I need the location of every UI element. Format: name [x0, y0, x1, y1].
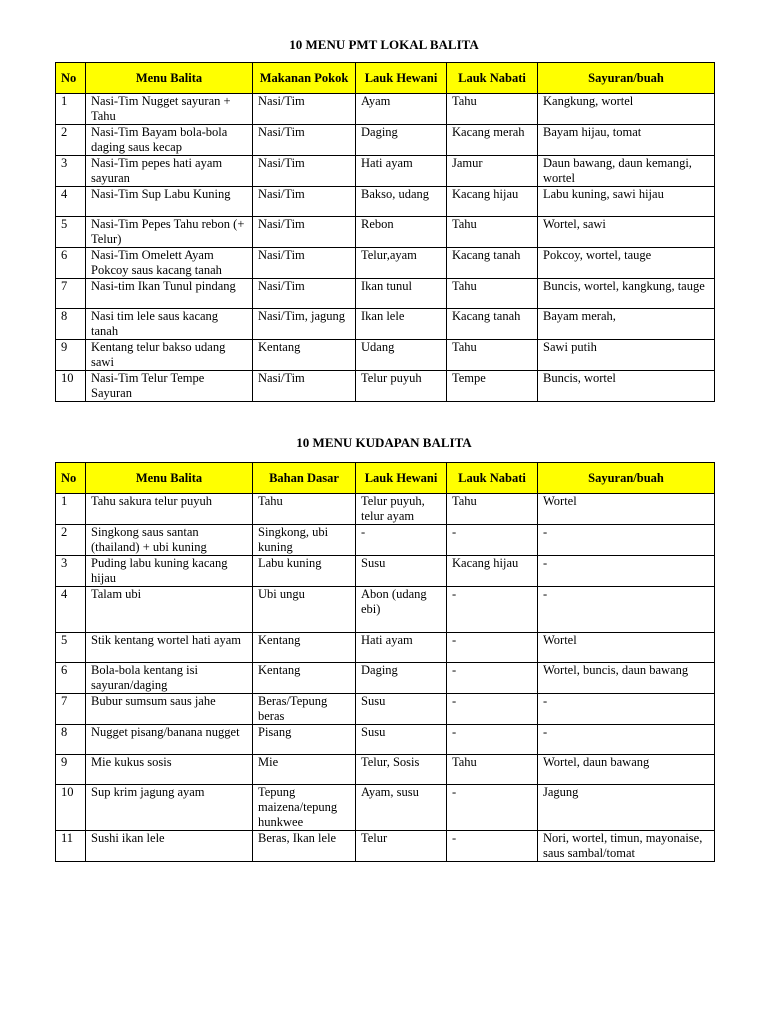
- cell-no: 10: [56, 371, 86, 402]
- cell-bahan: Tahu: [253, 494, 356, 525]
- cell-nabati: -: [447, 831, 538, 862]
- cell-no: 1: [56, 94, 86, 125]
- cell-hewani: Rebon: [356, 217, 447, 248]
- cell-nabati: Tahu: [447, 755, 538, 785]
- cell-nabati: Tahu: [447, 340, 538, 371]
- table-row: [56, 309, 715, 340]
- table-row: [56, 494, 715, 525]
- col-header-nabati: Lauk Nabati: [447, 63, 538, 94]
- cell-bahan: Tepung maizena/tepung hunkwee: [253, 785, 356, 831]
- cell-no: 6: [56, 248, 86, 279]
- table-row: [56, 187, 715, 217]
- cell-sayur: Nori, wortel, timun, mayonaise, saus sambal/tomat: [538, 831, 715, 862]
- cell-pokok: Nasi/Tim: [253, 156, 356, 187]
- cell-menu: Nasi-Tim pepes hati ayam sayuran: [86, 156, 253, 187]
- cell-no: 8: [56, 725, 86, 755]
- cell-sayur: -: [538, 587, 715, 633]
- cell-sayur: Bayam hijau, tomat: [538, 125, 715, 156]
- cell-no: 3: [56, 556, 86, 587]
- cell-pokok: Nasi/Tim: [253, 94, 356, 125]
- table-row: [56, 217, 715, 248]
- cell-menu: Talam ubi: [86, 587, 253, 633]
- kudapan-menu-table: [55, 462, 715, 862]
- col-header-hewani: Lauk Hewani: [356, 63, 447, 94]
- cell-no: 8: [56, 309, 86, 340]
- cell-hewani: Telur: [356, 831, 447, 862]
- cell-menu: Bubur sumsum saus jahe: [86, 694, 253, 725]
- cell-sayur: Sawi putih: [538, 340, 715, 371]
- table-row: [56, 556, 715, 587]
- cell-no: 9: [56, 755, 86, 785]
- cell-nabati: -: [447, 694, 538, 725]
- cell-menu: Nasi-Tim Pepes Tahu rebon (+ Telur): [86, 217, 253, 248]
- cell-bahan: Kentang: [253, 663, 356, 694]
- cell-nabati: -: [447, 663, 538, 694]
- cell-pokok: Nasi/Tim: [253, 217, 356, 248]
- cell-hewani: Telur puyuh, telur ayam: [356, 494, 447, 525]
- pmt-menu-table: [55, 62, 715, 402]
- cell-no: 6: [56, 663, 86, 694]
- cell-menu: Kentang telur bakso udang sawi: [86, 340, 253, 371]
- cell-menu: Puding labu kuning kacang hijau: [86, 556, 253, 587]
- cell-hewani: Abon (udang ebi): [356, 587, 447, 633]
- cell-bahan: Pisang: [253, 725, 356, 755]
- cell-menu: Sushi ikan lele: [86, 831, 253, 862]
- cell-sayur: Labu kuning, sawi hijau: [538, 187, 715, 217]
- cell-sayur: Wortel, buncis, daun bawang: [538, 663, 715, 694]
- section2-title: 10 MENU KUDAPAN BALITA: [296, 435, 472, 450]
- col-header-bahan: Bahan Dasar: [253, 463, 356, 494]
- col-header-sayur: Sayuran/buah: [538, 463, 715, 494]
- col-header-nabati: Lauk Nabati: [447, 463, 538, 494]
- cell-pokok: Nasi/Tim: [253, 125, 356, 156]
- cell-sayur: -: [538, 556, 715, 587]
- table-row: [56, 663, 715, 694]
- cell-nabati: -: [447, 725, 538, 755]
- cell-no: 1: [56, 494, 86, 525]
- col-header-menu: Menu Balita: [86, 463, 253, 494]
- cell-bahan: Beras, Ikan lele: [253, 831, 356, 862]
- cell-sayur: Buncis, wortel: [538, 371, 715, 402]
- cell-nabati: Kacang hijau: [447, 187, 538, 217]
- cell-no: 2: [56, 125, 86, 156]
- cell-nabati: Tahu: [447, 494, 538, 525]
- table-row: [56, 371, 715, 402]
- table-row: [56, 831, 715, 862]
- cell-nabati: Tahu: [447, 94, 538, 125]
- col-header-pokok: Makanan Pokok: [253, 63, 356, 94]
- cell-menu: Nasi-Tim Bayam bola-bola daging saus kecap: [86, 125, 253, 156]
- section1-title: 10 MENU PMT LOKAL BALITA: [289, 37, 479, 52]
- cell-no: 5: [56, 633, 86, 663]
- table-row: [56, 725, 715, 755]
- col-header-no: No: [56, 63, 86, 94]
- cell-nabati: -: [447, 633, 538, 663]
- cell-nabati: -: [447, 525, 538, 556]
- cell-menu: Nasi-Tim Sup Labu Kuning: [86, 187, 253, 217]
- cell-bahan: Singkong, ubi kuning: [253, 525, 356, 556]
- cell-hewani: Hati ayam: [356, 156, 447, 187]
- cell-hewani: Ikan lele: [356, 309, 447, 340]
- cell-no: 7: [56, 279, 86, 309]
- table-row: [56, 785, 715, 831]
- cell-sayur: Daun bawang, daun kemangi, wortel: [538, 156, 715, 187]
- cell-no: 11: [56, 831, 86, 862]
- table-row: [56, 525, 715, 556]
- cell-sayur: Jagung: [538, 785, 715, 831]
- table-row: [56, 587, 715, 633]
- cell-bahan: Mie: [253, 755, 356, 785]
- cell-menu: Stik kentang wortel hati ayam: [86, 633, 253, 663]
- cell-bahan: Labu kuning: [253, 556, 356, 587]
- cell-sayur: Wortel: [538, 494, 715, 525]
- cell-hewani: Susu: [356, 694, 447, 725]
- cell-menu: Nasi-Tim Nugget sayuran + Tahu: [86, 94, 253, 125]
- cell-nabati: Tempe: [447, 371, 538, 402]
- cell-hewani: Hati ayam: [356, 633, 447, 663]
- cell-no: 2: [56, 525, 86, 556]
- cell-no: 7: [56, 694, 86, 725]
- cell-sayur: Buncis, wortel, kangkung, tauge: [538, 279, 715, 309]
- cell-menu: Sup krim jagung ayam: [86, 785, 253, 831]
- cell-hewani: Telur,ayam: [356, 248, 447, 279]
- cell-sayur: -: [538, 725, 715, 755]
- cell-sayur: -: [538, 694, 715, 725]
- table-row: [56, 279, 715, 309]
- cell-hewani: Telur, Sosis: [356, 755, 447, 785]
- cell-nabati: Kacang merah: [447, 125, 538, 156]
- cell-nabati: Kacang tanah: [447, 248, 538, 279]
- table-row: [56, 248, 715, 279]
- table-row: [56, 156, 715, 187]
- cell-pokok: Nasi/Tim: [253, 248, 356, 279]
- cell-no: 5: [56, 217, 86, 248]
- table-row: [56, 755, 715, 785]
- cell-nabati: Tahu: [447, 279, 538, 309]
- cell-bahan: Kentang: [253, 633, 356, 663]
- cell-menu: Bola-bola kentang isi sayuran/daging: [86, 663, 253, 694]
- table-row: [56, 94, 715, 125]
- cell-pokok: Nasi/Tim, jagung: [253, 309, 356, 340]
- cell-menu: Singkong saus santan (thailand) + ubi kuning: [86, 525, 253, 556]
- cell-no: 9: [56, 340, 86, 371]
- cell-no: 10: [56, 785, 86, 831]
- cell-bahan: Beras/Tepung beras: [253, 694, 356, 725]
- cell-pokok: Nasi/Tim: [253, 279, 356, 309]
- cell-sayur: Bayam merah,: [538, 309, 715, 340]
- cell-sayur: Wortel, daun bawang: [538, 755, 715, 785]
- cell-nabati: Jamur: [447, 156, 538, 187]
- table-header-row: [56, 63, 715, 94]
- cell-hewani: -: [356, 525, 447, 556]
- table-row: [56, 125, 715, 156]
- table-row: [56, 340, 715, 371]
- cell-hewani: Daging: [356, 663, 447, 694]
- cell-hewani: Ayam: [356, 94, 447, 125]
- cell-hewani: Daging: [356, 125, 447, 156]
- cell-nabati: -: [447, 587, 538, 633]
- cell-hewani: Ikan tunul: [356, 279, 447, 309]
- cell-pokok: Kentang: [253, 340, 356, 371]
- cell-hewani: Udang: [356, 340, 447, 371]
- cell-nabati: -: [447, 785, 538, 831]
- cell-hewani: Ayam, susu: [356, 785, 447, 831]
- table-header-row: [56, 463, 715, 494]
- cell-sayur: Wortel, sawi: [538, 217, 715, 248]
- cell-menu: Nugget pisang/banana nugget: [86, 725, 253, 755]
- cell-menu: Nasi-tim Ikan Tunul pindang: [86, 279, 253, 309]
- cell-pokok: Nasi/Tim: [253, 187, 356, 217]
- cell-menu: Mie kukus sosis: [86, 755, 253, 785]
- cell-bahan: Ubi ungu: [253, 587, 356, 633]
- cell-pokok: Nasi/Tim: [253, 371, 356, 402]
- cell-menu: Nasi-Tim Omelett Ayam Pokcoy saus kacang tanah: [86, 248, 253, 279]
- cell-hewani: Telur puyuh: [356, 371, 447, 402]
- cell-sayur: -: [538, 525, 715, 556]
- cell-menu: Nasi tim lele saus kacang tanah: [86, 309, 253, 340]
- col-header-no: No: [56, 463, 86, 494]
- cell-hewani: Susu: [356, 556, 447, 587]
- cell-no: 4: [56, 187, 86, 217]
- col-header-hewani: Lauk Hewani: [356, 463, 447, 494]
- cell-sayur: Pokcoy, wortel, tauge: [538, 248, 715, 279]
- table-row: [56, 694, 715, 725]
- cell-sayur: Kangkung, wortel: [538, 94, 715, 125]
- cell-sayur: Wortel: [538, 633, 715, 663]
- cell-nabati: Tahu: [447, 217, 538, 248]
- table-row: [56, 633, 715, 663]
- cell-no: 4: [56, 587, 86, 633]
- cell-menu: Nasi-Tim Telur Tempe Sayuran: [86, 371, 253, 402]
- cell-menu: Tahu sakura telur puyuh: [86, 494, 253, 525]
- cell-hewani: Bakso, udang: [356, 187, 447, 217]
- cell-no: 3: [56, 156, 86, 187]
- cell-hewani: Susu: [356, 725, 447, 755]
- col-header-sayur: Sayuran/buah: [538, 63, 715, 94]
- cell-nabati: Kacang hijau: [447, 556, 538, 587]
- cell-nabati: Kacang tanah: [447, 309, 538, 340]
- col-header-menu: Menu Balita: [86, 63, 253, 94]
